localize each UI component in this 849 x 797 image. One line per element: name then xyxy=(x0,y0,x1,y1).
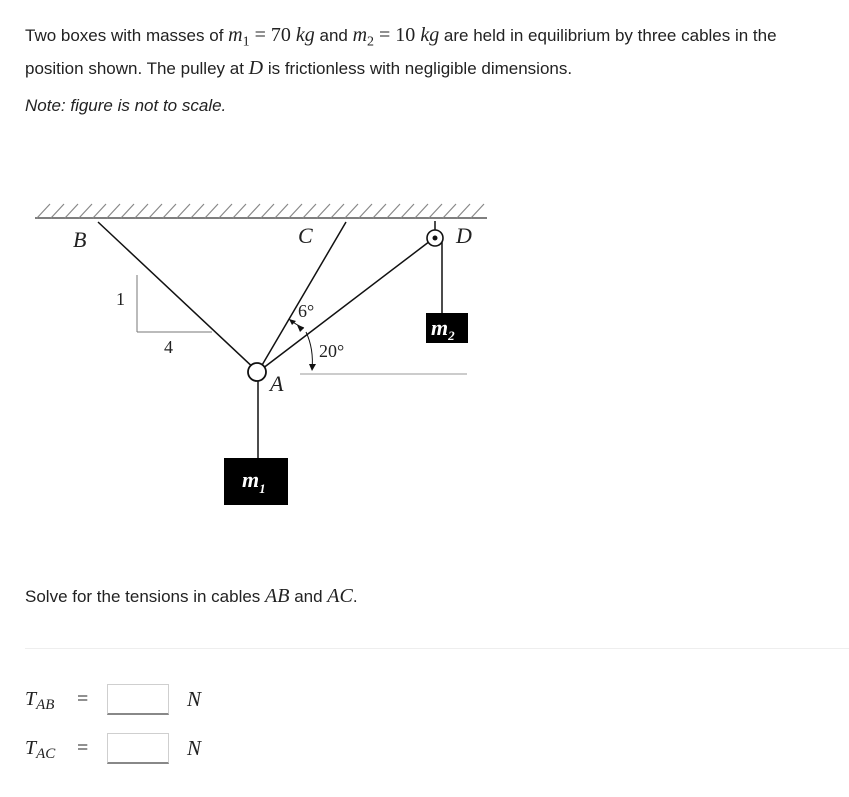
ceiling-hatch xyxy=(373,204,386,218)
ceiling-hatch xyxy=(135,204,148,218)
angle-20-label: 20° xyxy=(319,341,345,361)
mass-m2-label: $m_2$ xyxy=(431,315,455,343)
pulley-D-axle xyxy=(433,236,438,241)
label-D: D xyxy=(456,223,472,248)
problem-text: and xyxy=(314,26,353,45)
slope-triangle xyxy=(137,275,212,332)
ceiling-hatch xyxy=(275,204,288,218)
note-text: Note: figure is not to scale. xyxy=(25,96,227,115)
angle-6-label: 6° xyxy=(298,301,315,321)
label-A: A xyxy=(270,371,284,396)
m1-unit: kg xyxy=(295,24,315,46)
ceiling-hatch xyxy=(471,204,484,218)
question-part: . xyxy=(352,587,358,606)
m1-value: = 70 xyxy=(249,24,296,46)
ceiling-hatch xyxy=(163,204,176,218)
ceiling-hatch xyxy=(457,204,470,218)
ceiling-hatch xyxy=(401,204,414,218)
slope-rise-label: 1 xyxy=(116,289,125,309)
slope-run-label: 4 xyxy=(164,337,173,357)
label-B: B xyxy=(73,227,87,252)
answer-label-TAB: $T_{AB}$ = xyxy=(25,687,89,713)
m2-unit: kg xyxy=(420,24,440,46)
problem-text: are held in equilibrium by three cables in the position shown. The pulley at xyxy=(25,26,777,79)
cable-AD xyxy=(258,238,434,372)
ceiling-hatch xyxy=(191,204,204,218)
ceiling-hatch xyxy=(65,204,78,218)
m2-subscript: 2 xyxy=(367,34,375,50)
question-part: and xyxy=(289,587,328,606)
pulley-symbol: D xyxy=(248,57,264,80)
ceiling-hatch xyxy=(121,204,134,218)
cable-AB-symbol: AB xyxy=(265,585,290,607)
problem-statement xyxy=(25,22,835,82)
m2-value: = 10 xyxy=(374,24,421,46)
ceiling-hatch xyxy=(149,204,162,218)
ceiling-hatch xyxy=(387,204,400,218)
ceiling-hatch xyxy=(359,204,372,218)
answer-label-TAC: $T_{AC}$ = xyxy=(25,736,89,762)
m1-subscript: 1 xyxy=(242,34,250,50)
ceiling-hatch xyxy=(415,204,428,218)
question-part: Solve for the tensions in cables xyxy=(25,587,266,606)
pulley-A xyxy=(248,363,266,381)
answer-row-TAB xyxy=(25,682,201,716)
ceiling-hatch xyxy=(345,204,358,218)
ceiling-hatch xyxy=(107,204,120,218)
tension-AC-input[interactable] xyxy=(107,733,169,764)
unit-newton: N xyxy=(187,686,202,711)
answer-row-TAC xyxy=(25,731,201,765)
ceiling-hatch xyxy=(247,204,260,218)
tension-AB-input[interactable] xyxy=(107,684,169,715)
m2-symbol: m xyxy=(352,24,368,46)
ceiling-hatch xyxy=(303,204,316,218)
angle-20-arrowhead xyxy=(309,364,316,371)
ceiling-hatch xyxy=(443,204,456,218)
ceiling xyxy=(35,204,487,218)
problem-text: Two boxes with masses of xyxy=(25,26,229,45)
mass-m1-label: $m_1$ xyxy=(242,467,266,496)
ceiling-hatch xyxy=(219,204,232,218)
question-text xyxy=(25,585,358,608)
ceiling-hatch xyxy=(93,204,106,218)
divider xyxy=(25,648,849,649)
ceiling-hatch xyxy=(79,204,92,218)
problem-text: is frictionless with negligible dimensions. xyxy=(263,59,573,79)
ceiling-hatch xyxy=(51,204,64,218)
ceiling-hatch xyxy=(233,204,246,218)
ceiling-hatch xyxy=(205,204,218,218)
m1-symbol: m xyxy=(228,24,243,46)
ceiling-hatch xyxy=(289,204,302,218)
ceiling-hatch xyxy=(261,204,274,218)
cable-AC-symbol: AC xyxy=(327,585,353,607)
unit-newton: N xyxy=(187,735,202,760)
ceiling-hatch xyxy=(317,204,330,218)
ceiling-hatch xyxy=(429,204,442,218)
equilibrium-figure xyxy=(20,195,500,515)
label-C: C xyxy=(298,223,313,248)
angle-6-arrowhead xyxy=(289,319,296,325)
ceiling-hatch xyxy=(331,204,344,218)
ceiling-hatch xyxy=(177,204,190,218)
ceiling-hatch xyxy=(37,204,50,218)
